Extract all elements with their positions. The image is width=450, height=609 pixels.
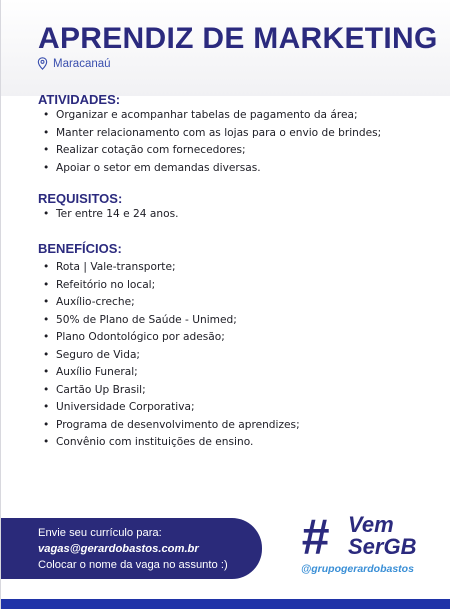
contact-box: [0, 518, 262, 579]
atividades-item: • Organizar e acompanhar tabelas de pagamento da área;: [43, 107, 381, 125]
beneficios-list: [43, 259, 300, 452]
brand-line-1: Vem: [348, 512, 394, 537]
beneficios-item: • Refeitório no local;: [43, 277, 300, 295]
beneficios-item: • Auxílio-creche;: [43, 294, 300, 312]
beneficios-item: • Auxílio Funeral;: [43, 364, 300, 382]
social-handle[interactable]: @grupogerardobastos: [301, 563, 414, 575]
beneficios-item: • Convênio com instituições de ensino.: [43, 434, 300, 452]
map-pin-icon: [37, 57, 48, 70]
beneficios-item: • 50% de Plano de Saúde - Unimed;: [43, 312, 300, 330]
atividades-item: • Manter relacionamento com as lojas para o envio de brindes;: [43, 125, 381, 143]
requisitos-list: [43, 206, 178, 224]
requisitos-item: • Ter entre 14 e 24 anos.: [43, 206, 178, 224]
contact-email[interactable]: vagas@gerardobastos.com.br: [38, 543, 199, 555]
beneficios-item: • Seguro de Vida;: [43, 347, 300, 365]
brand-logo: [301, 509, 421, 580]
contact-subject-note: Colocar o nome da vaga no assunto :): [38, 559, 228, 571]
atividades-item: • Realizar cotação com fornecedores;: [43, 142, 381, 160]
atividades-list: [43, 107, 381, 177]
atividades-heading: ATIVIDADES:: [38, 92, 121, 107]
location-label: Maracanaú: [53, 57, 111, 70]
beneficios-item: • Plano Odontológico por adesão;: [43, 329, 300, 347]
location-row: [37, 57, 111, 70]
page-title: APRENDIZ DE MARKETING: [38, 22, 438, 55]
atividades-item: • Apoiar o setor em demandas diversas.: [43, 160, 381, 178]
requisitos-heading: REQUISITOS:: [38, 191, 123, 206]
beneficios-item: • Programa de desenvolvimento de aprendizes;: [43, 417, 300, 435]
brand-line-2: SerGB: [348, 534, 417, 559]
bottom-accent-bar: [1, 599, 450, 609]
contact-instruction: Envie seu currículo para:: [38, 527, 162, 539]
beneficios-heading: BENEFÍCIOS:: [38, 241, 122, 256]
beneficios-item: • Rota | Vale-transporte;: [43, 259, 300, 277]
beneficios-item: • Universidade Corporativa;: [43, 399, 300, 417]
beneficios-item: • Cartão Up Brasil;: [43, 382, 300, 400]
hashtag-symbol: #: [301, 509, 329, 565]
